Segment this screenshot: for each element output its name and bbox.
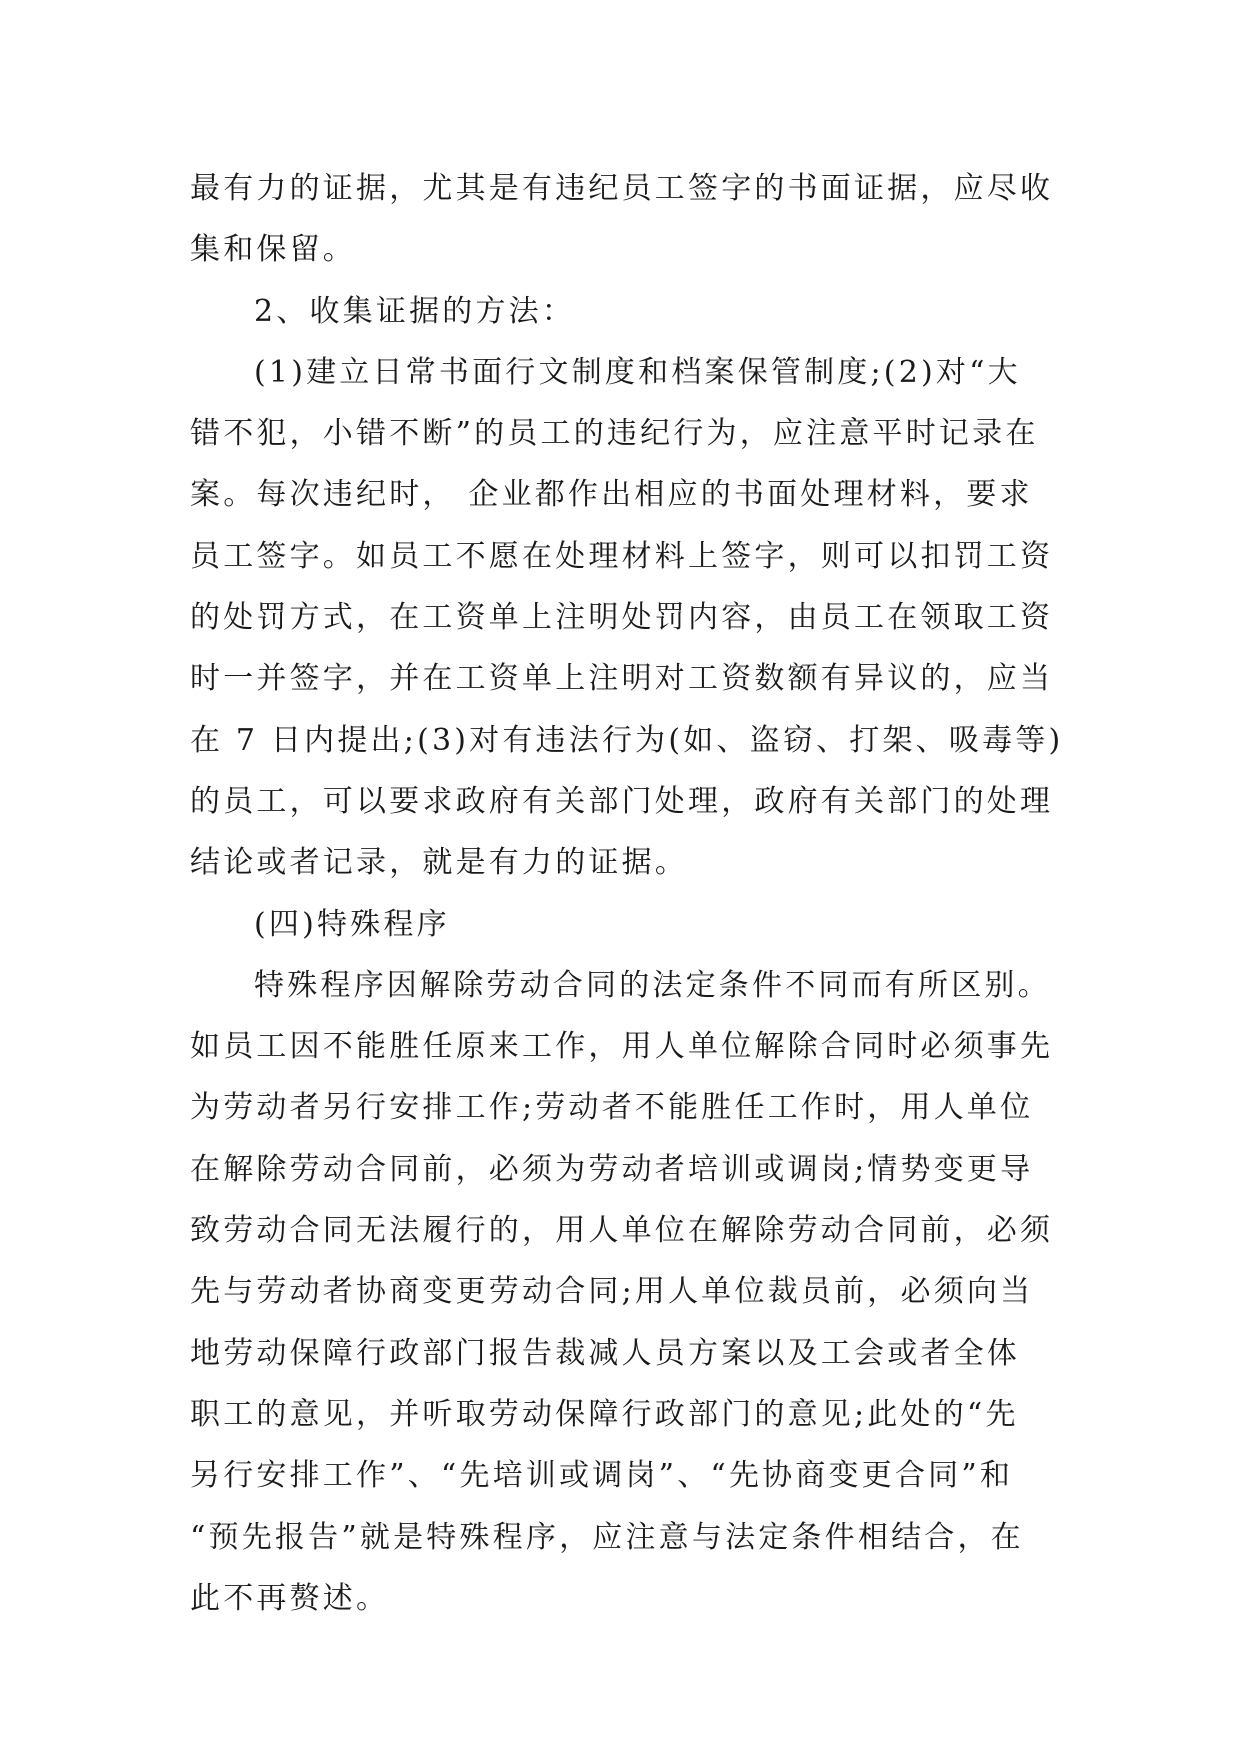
text-line: 最有力的证据，尤其是有违纪员工签字的书面证据，应尽收	[190, 171, 1054, 206]
text-line: 先与劳动者协商变更劳动合同;用人单位裁员前，必须向当	[190, 1274, 1034, 1310]
text-line: 职工的意见，并听取劳动保障行政部门的意见;此处的“先	[190, 1396, 1019, 1432]
list-heading: 2、收集证据的方法：	[254, 293, 576, 329]
text-line: 在 7 日内提出;(3)对有违法行为(如、盗窃、打架、吸毒等)	[190, 722, 1064, 758]
text-line: 结论或者记录，就是有力的证据。	[190, 845, 688, 881]
text-line: 特殊程序因解除劳动合同的法定条件不同而有所区别。	[254, 967, 1051, 1003]
text-line: 在解除劳动合同前，必须为劳动者培训或调岗;情势变更导	[190, 1151, 1034, 1187]
text-line: “预先报告”就是特殊程序，应注意与法定条件相结合，在	[190, 1519, 1024, 1555]
text-line: 案。每次违纪时， 企业都作出相应的书面处理材料，要求	[190, 477, 1033, 513]
section-heading: (四)特殊程序	[254, 906, 450, 942]
text-line: 的员工，可以要求政府有关部门处理，政府有关部门的处理	[190, 783, 1054, 819]
text-line: 为劳动者另行安排工作;劳动者不能胜任工作时，用人单位	[190, 1090, 1034, 1126]
text-line: 时一并签字，并在工资单上注明对工资数额有异议的，应当	[190, 661, 1054, 697]
text-line: 如员工因不能胜任原来工作，用人单位解除合同时必须事先	[190, 1029, 1054, 1065]
text-line: 此不再赘述。	[190, 1580, 390, 1616]
text-line: 的处罚方式，在工资单上注明处罚内容，由员工在领取工资	[190, 600, 1054, 636]
text-line: 员工签字。如员工不愿在处理材料上签字，则可以扣罚工资	[190, 538, 1054, 574]
text-line: 地劳动保障行政部门报告裁减人员方案以及工会或者全体	[190, 1335, 1020, 1371]
document-page	[190, 158, 1070, 1629]
text-line: 致劳动合同无法履行的，用人单位在解除劳动合同前，必须	[190, 1213, 1054, 1249]
text-line: 错不犯，小错不断”的员工的违纪行为，应注意平时记录在	[190, 416, 1039, 452]
text-line: 集和保留。	[190, 232, 356, 268]
text-line: (1)建立日常书面行文制度和档案保管制度;(2)对“大	[254, 354, 1021, 390]
text-line: 另行安排工作”、“先培训或调岗”、“先协商变更合同”和	[190, 1458, 1014, 1494]
